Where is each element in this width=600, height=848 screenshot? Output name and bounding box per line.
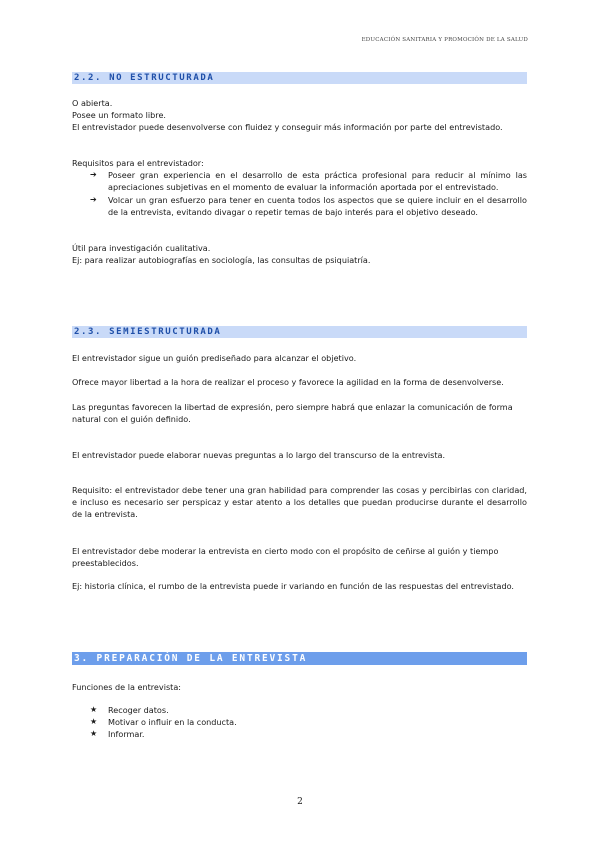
paragraph: Ej: historia clínica, el rumbo de la entrevista puede ir variando en función de las respuestas del entrevistado. [72, 581, 515, 591]
running-header: EDUCACIÓN SANITARIA Y PROMOCIÓN DE LA SALUD [361, 37, 528, 43]
requisites-intro: Requisitos para el entrevistador: [72, 158, 204, 168]
paragraph: El entrevistador puede elaborar nuevas preguntas a lo largo del transcurso de la entrevista. [72, 450, 446, 460]
useful-line: Útil para investigación cualitativa. [72, 243, 211, 253]
line-formato: Posee un formato libre. [72, 110, 166, 120]
section-heading-2-2: 2.2. NO ESTRUCTURADA [72, 72, 527, 84]
paragraph: El entrevistador debe moderar la entrevista en cierto modo con el propósito de ceñirse al guión y tiempo preestablecidos. [72, 546, 499, 568]
arrow-right-icon: ➔ [90, 195, 97, 204]
paragraph: Las preguntas favorecen la libertad de expresión, pero siempre habrá que enlazar la comunicación de forma natural con el guión definido. [72, 402, 513, 424]
star-icon: ★ [90, 705, 98, 714]
line-abierta: O abierta. [72, 98, 113, 108]
star-icon: ★ [90, 729, 98, 738]
paragraph: Requisito: el entrevistador debe tener una gran habilidad para comprender las cosas y percibirlas con claridad, e incluso es necesario ser perspicaz y estar atento a los detalles que puedan producirse durante el desarrollo de la entrevista. [72, 485, 527, 519]
paragraph: El entrevistador sigue un guión prediseñado para alcanzar el objetivo. [72, 353, 357, 363]
page-number: 2 [297, 797, 303, 807]
line-fluidez: El entrevistador puede desenvolverse con fluidez y conseguir más información por parte del entrevistado. [72, 122, 503, 132]
arrow-right-icon: ➔ [90, 170, 97, 179]
paragraph: Ofrece mayor libertad a la hora de realizar el proceso y favorece la agilidad en la forma de desenvolverse. [72, 377, 504, 387]
example-line: Ej: para realizar autobiografías en sociología, las consultas de psiquiatría. [72, 255, 371, 265]
functions-intro: Funciones de la entrevista: [72, 682, 182, 692]
section-heading-3: 3. PREPARACIÓN DE LA ENTREVISTA [72, 652, 527, 665]
document-page: EDUCACIÓN SANITARIA Y PROMOCIÓN DE LA SALUD 2.2. NO ESTRUCTURADA O abierta. Posee un formato libre. El entrevistador puede desenvolverse con fluidez y conseguir más información por parte del entrevistado. Requisitos para el entrevistador: ➔ Poseer gran experiencia en el desarrollo de esta práctica profesional para reducir al mínimo las apreciaciones subjetivas en el momento de evaluar la información aportada por el entrevistado. ➔ Volcar un gran esfuerzo para tener en cuenta todos los aspectos que se quiere incluir en el desarrollo de la entrevista, evitando divagar o repetir temas de bajo interés para el objetivo deseado. Útil para investigación cualitativa. Ej: para realizar autobiografías en sociología, las consultas de psiquiatría. 2.3. SEMIESTRUCTURADA El entrevistador sigue un guión prediseñado para alcanzar el objetivo. Ofrece mayor libertad a la hora de realizar el proceso y favorece la agilidad en la forma de desenvolverse. Las preguntas favorecen la libertad de expresión, pero siempre habrá que enlazar la comunicación de forma natural con el guión definido. El entrevistador puede elaborar nuevas preguntas a lo largo del transcurso de la entrevista. Requisito: el entrevistador debe tener una gran habilidad para comprender las cosas y percibirlas con claridad, e incluso es necesario ser perspicaz y estar atento a los detalles que puedan producirse durante el desarrollo de la entrevista. El entrevistador debe moderar la entrevista en cierto modo con el propósito de ceñirse al guión y tiempo preestablecidos. Ej: historia clínica, el rumbo de la entrevista puede ir variando en función de las respuestas del entrevistado. 3. PREPARACIÓN DE LA ENTREVISTA Funciones de la entrevista: ★ Recoger datos. ★ Motivar o influir en la conducta. ★ Informar. 2 [0, 0, 600, 848]
section-heading-2-3: 2.3. SEMIESTRUCTURADA [72, 326, 527, 338]
star-icon: ★ [90, 717, 98, 726]
